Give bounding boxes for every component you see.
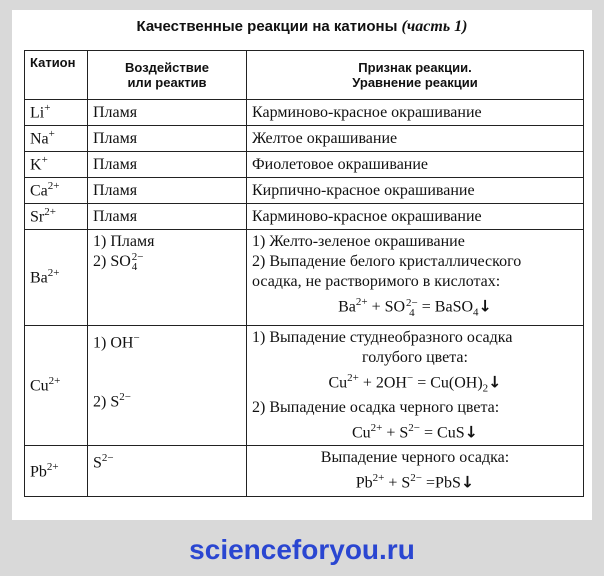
equation-pb: $Pb^{2+} + S^{2-}$ =PbS↓ (355, 472, 475, 492)
cation-na: Na+ (25, 126, 88, 152)
sign-sr: Карминово-красное окрашивание (247, 204, 584, 230)
agent-li: Пламя (88, 100, 247, 126)
sign-cu-1: 1) Выпадение студнеобразного осадка (252, 328, 513, 346)
sign-ca: Кирпично-красное окрашивание (247, 178, 584, 204)
sign-cu-3: 2) Выпадение осадка черного цвета: (252, 399, 500, 417)
page-title (12, 18, 592, 36)
sign-cu-2: голубого цвета: (362, 348, 468, 366)
agent-sr: Пламя (88, 204, 247, 230)
cation-k: K+ (25, 152, 88, 178)
equation-ba: $Ba^{2+}$ + SO 2− 4 = BaSO$_4$↓ (338, 296, 492, 319)
sign-pb-1: Выпадение черного осадка: (320, 449, 510, 467)
header-sign-line2: Уравнение реакции (352, 75, 478, 90)
agent-ba-2: 2) SO 2− 4 (93, 251, 144, 274)
precipitate-arrow-icon: ↓ (464, 422, 479, 442)
table-row-ba (25, 230, 584, 326)
table-row-ca (25, 178, 584, 204)
sign-cu (247, 325, 584, 446)
equation-cu-1: $Cu^{2+} + 2OH^-$ = $Cu(OH)_2↓$ (328, 371, 502, 395)
header-agent-line1: Воздействие (125, 60, 209, 75)
agent-cu (88, 325, 247, 446)
header-agent-line2: или реактив (127, 75, 207, 90)
sign-ba-1: 1) Желто-зеленое окрашивание (252, 233, 465, 250)
precipitate-arrow-icon: ↓ (478, 296, 492, 316)
agent-pb (88, 446, 247, 496)
cation-ca: $Ca^{2+}$ (25, 178, 88, 204)
agent-pb-1: $S^{2-}$ (93, 452, 114, 472)
table-row-sr (25, 204, 584, 230)
cation-sr: $Sr^{2+}$ (25, 204, 88, 230)
table-row-pb (25, 446, 584, 496)
sign-pb (247, 446, 584, 496)
reactions-table (24, 50, 584, 497)
sign-na: Желтое окрашивание (247, 126, 584, 152)
agent-ba (88, 230, 247, 326)
header-row (25, 51, 584, 100)
title-text: Качественные реакции на катионы (136, 18, 398, 35)
title-part: (часть 1) (401, 18, 468, 35)
sign-k: Фиолетовое окрашивание (247, 152, 584, 178)
agent-ba-1: 1) Пламя (93, 233, 155, 250)
sign-ba-3: осадка, не растворимого в кислотах: (252, 273, 501, 290)
agent-ca: Пламя (88, 178, 247, 204)
table-row-li (25, 100, 584, 126)
cation-pb: $Pb^{2+}$ (25, 446, 88, 496)
table-row-na (25, 126, 584, 152)
sign-li: Карминово-красное окрашивание (247, 100, 584, 126)
cation-ba: $Ba^{2+}$ (25, 230, 88, 326)
document-sheet (12, 10, 592, 520)
header-agent (88, 51, 247, 100)
header-sign (247, 51, 584, 100)
header-cation: Катион (25, 51, 88, 100)
agent-k: Пламя (88, 152, 247, 178)
cation-cu: $Cu^{2+}$ (25, 325, 88, 446)
site-watermark: scienceforyou.ru (189, 534, 415, 565)
table-row-cu (25, 325, 584, 446)
agent-cu-1: 1) OH− (93, 331, 140, 351)
agent-na: Пламя (88, 126, 247, 152)
header-sign-line1: Признак реакции. (358, 60, 472, 75)
sign-ba (247, 230, 584, 326)
agent-cu-2: 2) $S^{2-}$ (93, 390, 131, 411)
precipitate-arrow-icon: ↓ (488, 371, 502, 391)
precipitate-arrow-icon: ↓ (460, 472, 475, 492)
equation-cu-2: $Cu^{2+} + S^{2-}$ = CuS↓ (351, 422, 479, 442)
table-row-k (25, 152, 584, 178)
sign-ba-2: 2) Выпадение белого кристаллического (252, 253, 522, 270)
cation-li: Li+ (25, 100, 88, 126)
